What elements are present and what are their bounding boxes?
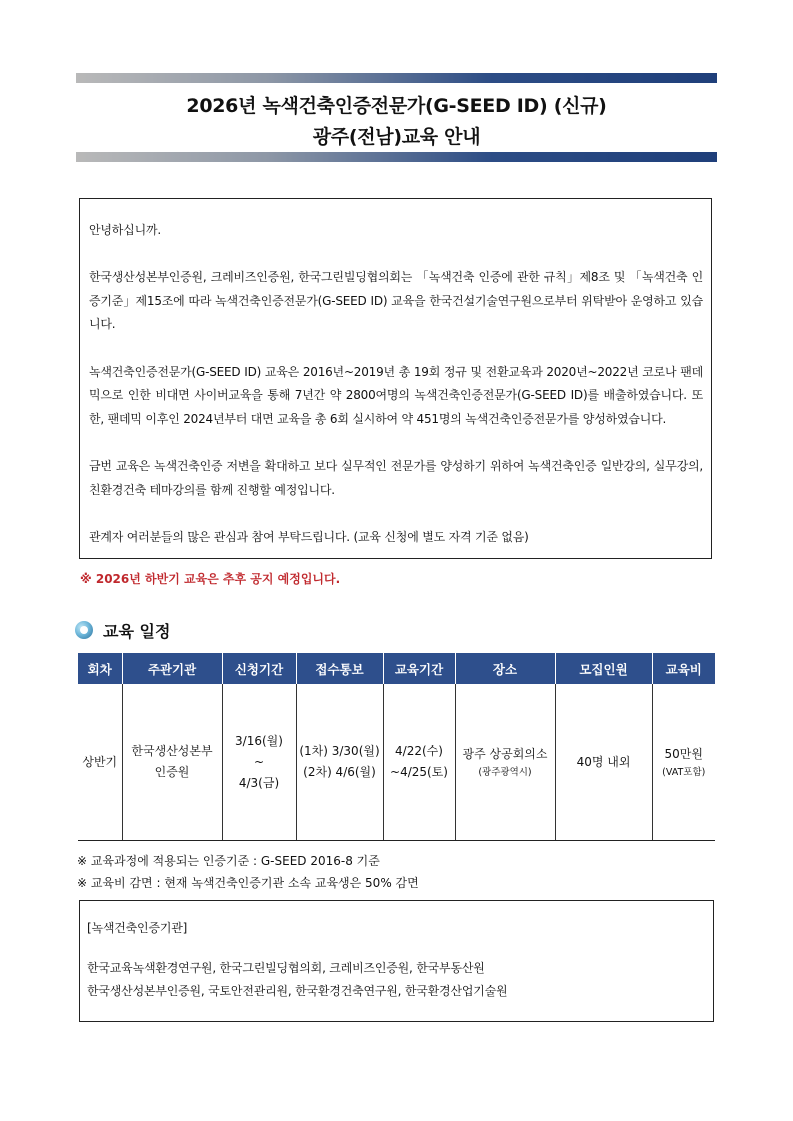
header-apply: 신청기간 <box>222 653 296 684</box>
document-title-block <box>76 73 717 163</box>
intro-paragraph-4: 금번 교육은 녹색건축인증 저변을 확대하고 보다 실무적인 전문가를 양성하기 위하여 녹색건축인증 일반강의, 실무강의, 친환경건축 테마강의를 함께 진행할 예정입니다. <box>89 458 703 497</box>
bullet-circle-icon <box>75 621 93 639</box>
title-decor-bar-bottom <box>76 152 717 162</box>
header-host: 주관기관 <box>122 653 222 684</box>
cell-round: 상반기 <box>78 684 122 841</box>
document-title-line1: 2026년 녹색건축인증전문가(G-SEED ID) (신규) <box>186 95 607 117</box>
cell-apply: 3/16(월) ~ 4/3(금) <box>222 684 296 841</box>
intro-box <box>79 198 712 559</box>
institutions-row-1: 한국교육녹색환경연구원, 한국그린빌딩협의회, 크레비즈인증원, 한국부동산원 <box>87 961 485 975</box>
header-notify: 접수통보 <box>296 653 383 684</box>
header-capacity: 모집인원 <box>555 653 652 684</box>
header-place: 장소 <box>455 653 555 684</box>
schedule-table <box>78 653 715 841</box>
header-period: 교육기간 <box>383 653 455 684</box>
intro-paragraph-1: 안녕하십니까. <box>89 223 161 237</box>
section-title: 교육 일정 <box>103 622 171 641</box>
institutions-heading: [녹색건축인증기관] <box>87 921 188 935</box>
table-row <box>78 684 715 841</box>
intro-paragraph-3: 녹색건축인증전문가(G-SEED ID) 교육은 2016년~2019년 총 19회 정규 및 전환교육과 2020년~2022년 코로나 팬데믹으로 인한 비대면 사이버교육을 통해 7년간 약 2800여명의 녹색건축인증전문가(G-SEED ID)를 배출하였습니다. 또한, 팬데믹 이후인 2024년부터 대면 교육을 총 6회 실시하여 약 451명의 녹색건축인증전문가를 양성하였습니다. <box>89 364 703 426</box>
header-round: 회차 <box>78 653 122 684</box>
cell-capacity: 40명 내외 <box>555 684 652 841</box>
schedule-header-row <box>78 653 715 684</box>
institutions-box <box>79 900 714 1022</box>
cell-notify: (1차) 3/30(월) (2차) 4/6(월) <box>296 684 383 841</box>
document-title-line2: 광주(전남)교육 안내 <box>312 126 481 148</box>
title-decor-bar-top <box>76 73 717 83</box>
cell-host: 한국생산성본부 인증원 <box>122 684 222 841</box>
cell-place: 광주 상공회의소 (광주광역시) <box>455 684 555 841</box>
intro-paragraph-2: 한국생산성본부인증원, 크레비즈인증원, 한국그린빌딩협의회는 「녹색건축 인증에 관한 규칙」제8조 및 「녹색건축 인증기준」제15조에 따라 녹색건축인증전문가(G-SEED ID) 교육을 한국건설기술연구원으로부터 위탁받아 운영하고 있습니다. <box>89 270 703 332</box>
header-fee: 교육비 <box>652 653 715 684</box>
cell-fee: 50만원 (VAT포함) <box>652 684 715 841</box>
institutions-row-2: 한국생산성본부인증원, 국토안전관리원, 한국환경건축연구원, 한국환경산업기술원 <box>87 984 508 998</box>
schedule-notes <box>77 851 419 894</box>
intro-paragraph-5: 관계자 여러분들의 많은 관심과 참여 부탁드립니다. (교육 신청에 별도 자격 기준 없음) <box>89 529 529 544</box>
second-half-notice: ※ 2026년 하반기 교육은 추후 공지 예정입니다. <box>80 572 341 586</box>
cell-period: 4/22(수) ~4/25(토) <box>383 684 455 841</box>
note-standard: ※ 교육과정에 적용되는 인증기준 : G-SEED 2016-8 기준 <box>77 854 380 868</box>
note-discount: ※ 교육비 감면 : 현재 녹색건축인증기관 소속 교육생은 50% 감면 <box>77 875 419 890</box>
